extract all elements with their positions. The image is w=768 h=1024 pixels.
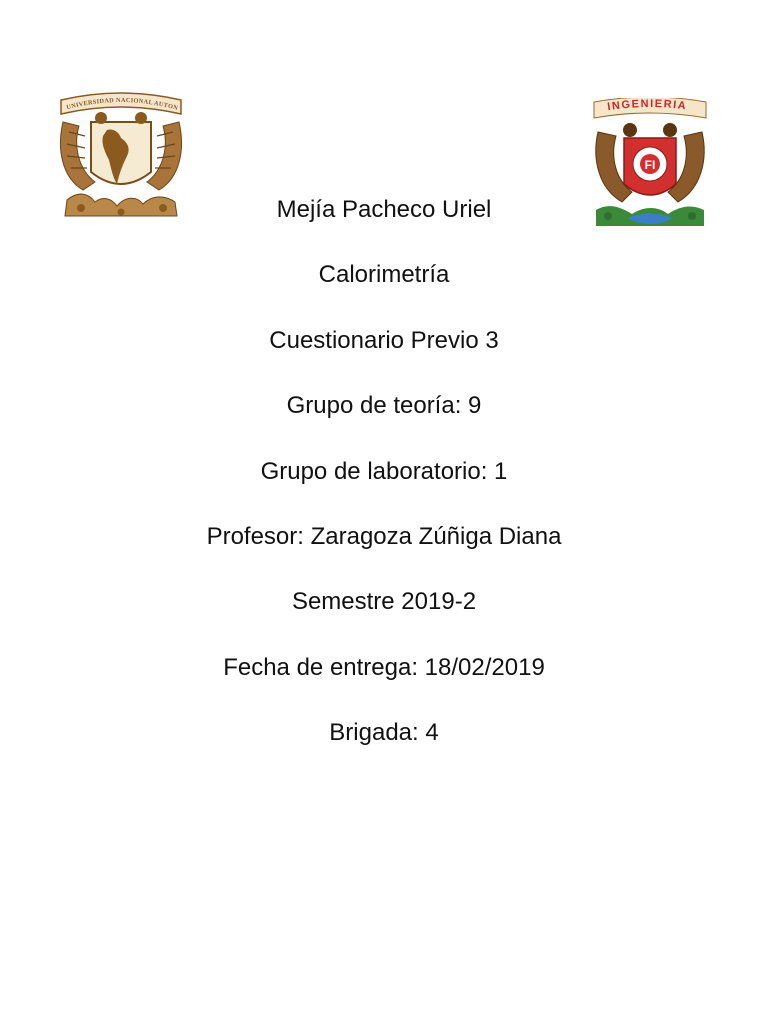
cover-info (0, 195, 768, 784)
subject-title: Calorimetría (318, 261, 450, 289)
due-date: Fecha de entrega: 18/02/2019 (223, 653, 545, 681)
professor: Profesor: Zaragoza Zúñiga Diana (206, 522, 562, 550)
semester: Semestre 2019-2 (291, 588, 477, 616)
theory-group: Grupo de teoría: 9 (286, 392, 482, 420)
svg-text:FI: FI (644, 158, 656, 172)
lab-group: Grupo de laboratorio: 1 (260, 457, 508, 485)
assignment-title: Cuestionario Previo 3 (269, 326, 499, 354)
student-name: Mejía Pacheco Uriel (276, 196, 492, 223)
svg-text:INGENIERIA: INGENIERIA (606, 98, 688, 114)
brigade: Brigada: 4 (329, 719, 439, 747)
svg-text:UNIVERSIDAD NACIONAL AUTONOMA: UNIVERSIDAD NACIONAL AUTON (65, 96, 179, 113)
